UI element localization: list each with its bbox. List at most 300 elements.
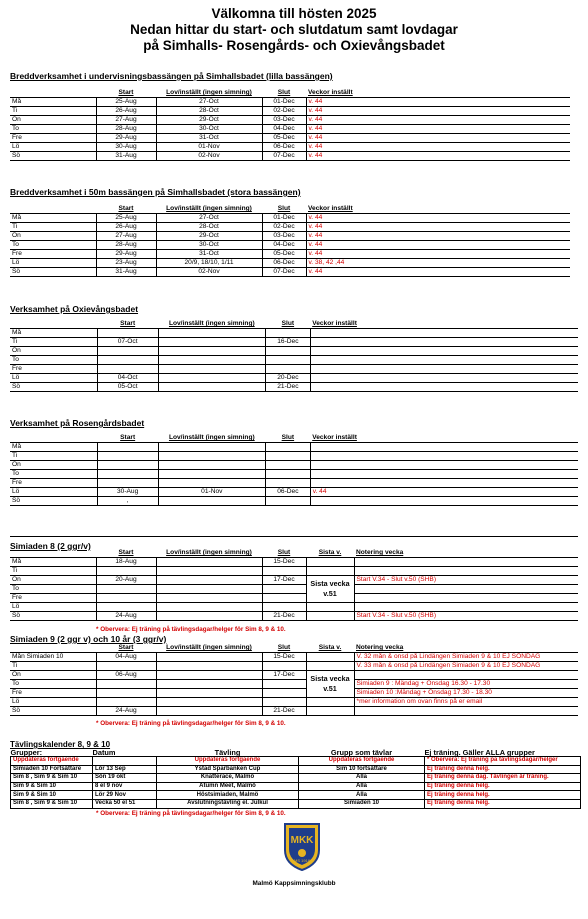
cell-lov	[156, 612, 262, 621]
cell-day: Ti	[10, 567, 96, 576]
cal-cell-grupper: Sim 9 & Sim 10	[11, 791, 93, 800]
cal-cell-ej-traning: * Obervera: Ej träning på tävlingsdagar/helger	[425, 757, 581, 766]
header-blank	[10, 320, 97, 329]
cell-day: To	[10, 680, 96, 689]
cell-slut	[266, 497, 311, 506]
cal-cell-grupper: Sim 8 , Sim 9 & Sim 10	[11, 799, 93, 808]
cell-lov: 28-Oct	[156, 223, 262, 232]
table-row	[10, 452, 578, 461]
cell-veckor: v. 44	[306, 268, 570, 277]
table-row	[10, 143, 570, 152]
header-lov: Lov/inställt (ingen simning)	[156, 205, 262, 214]
cal-cell-tavling: Knatterace, Malmö	[157, 774, 299, 783]
table-row	[10, 488, 578, 497]
header-slut: Slut	[266, 320, 311, 329]
cal-cell-datum: Lör 13 Sep	[93, 765, 157, 774]
cell-day: Lö	[10, 603, 96, 612]
club-logo	[283, 822, 321, 872]
cal-header-ej-traning: Ej träning. Gäller ALLA grupper	[425, 749, 581, 757]
table-row	[10, 268, 570, 277]
cell-sista	[306, 567, 354, 576]
cell-slut: 07-Dec	[262, 152, 306, 161]
cell-lov	[156, 603, 262, 612]
cell-start: 31-Aug	[96, 152, 156, 161]
cell-start: 27-Aug	[96, 116, 156, 125]
cell-start: 06-Aug	[96, 671, 156, 680]
cell-veckor: v. 38, 42 ,44	[306, 259, 570, 268]
cell-lov	[156, 567, 262, 576]
cell-notering	[354, 707, 578, 716]
cell-day: Må	[10, 329, 97, 338]
cell-lov: 31-Oct	[156, 250, 262, 259]
cell-sista-vecka: Sista vecka v.51	[306, 576, 354, 603]
table-row	[10, 443, 578, 452]
cell-day: To	[10, 125, 96, 134]
cell-day: Sö	[10, 268, 96, 277]
cal-cell-datum: Lör 29 Nov	[93, 791, 157, 800]
cell-veckor: v. 44	[306, 152, 570, 161]
table-row	[10, 329, 578, 338]
table-row	[10, 259, 570, 268]
cell-lov	[156, 653, 262, 662]
table-row	[10, 134, 570, 143]
cell-slut	[266, 452, 311, 461]
header-blank	[10, 205, 96, 214]
cell-slut	[262, 567, 306, 576]
note-simiaden9: * Obervera: Ej träning på tävlingsdagar/helger för Sim 8, 9 & 10.	[96, 720, 286, 727]
header-slut: Slut	[262, 89, 306, 98]
header-blank	[10, 549, 96, 558]
cell-start: 28-Aug	[96, 125, 156, 134]
cell-day: On	[10, 116, 96, 125]
cell-slut	[262, 594, 306, 603]
cell-veckor: v. 44	[306, 107, 570, 116]
cell-lov	[156, 707, 262, 716]
cell-slut: 04-Dec	[262, 125, 306, 134]
cal-row	[11, 765, 581, 774]
cell-start	[97, 329, 158, 338]
cell-day: On	[10, 461, 97, 470]
cell-slut	[262, 585, 306, 594]
cal-cell-tavling: Ystad Sparbanken Cup	[157, 765, 299, 774]
cell-start: 29-Aug	[96, 134, 156, 143]
header-sista: Sista v.	[306, 549, 354, 558]
cell-veckor	[310, 461, 578, 470]
header-notering: Notering vecka	[354, 644, 578, 653]
cal-row	[11, 791, 581, 800]
cell-notering: Start V.34 - Slut v.50 (SHB)	[354, 576, 578, 585]
cell-lov: 01-Nov	[156, 143, 262, 152]
cal-cell-grupp: Alla	[299, 791, 425, 800]
cell-lov: 30-Oct	[156, 125, 262, 134]
section-title-lilla: Breddverksamhet i undervisningsbassängen på Simhallsbadet (lilla bassängen)	[10, 71, 333, 81]
header-notering: Notering vecka	[354, 549, 578, 558]
cell-lov: 02-Nov	[156, 152, 262, 161]
cell-sista	[306, 707, 354, 716]
cell-start: 28-Aug	[96, 241, 156, 250]
cell-lov: 27-Oct	[156, 98, 262, 107]
cell-veckor: v. 44	[306, 232, 570, 241]
table-row	[10, 689, 578, 698]
cell-start: 23-Aug	[96, 259, 156, 268]
cell-slut: 03-Dec	[262, 116, 306, 125]
header-start: Start	[97, 434, 158, 443]
cal-row	[11, 774, 581, 783]
cell-notering: V. 33 mån & onsd på Lindängen Simiaden 9 & 10 EJ SÖNDAG	[354, 662, 578, 671]
cell-slut: 01-Dec	[262, 214, 306, 223]
cell-start: 24-Aug	[96, 612, 156, 621]
cell-start	[97, 461, 158, 470]
cell-slut: 06-Dec	[262, 259, 306, 268]
cell-lov	[156, 689, 262, 698]
cell-slut: 07-Dec	[262, 268, 306, 277]
cell-slut	[262, 603, 306, 612]
header-start: Start	[96, 205, 156, 214]
header-start: Start	[97, 320, 158, 329]
cell-sista	[306, 698, 354, 707]
cell-veckor	[310, 329, 578, 338]
header-lov: Lov/inställt (ingen simning)	[158, 434, 266, 443]
header-lov: Lov/inställt (ingen simning)	[156, 644, 262, 653]
header-veckor: Veckor inställt	[306, 205, 570, 214]
logo-text: MKK	[290, 835, 314, 846]
cell-lov	[156, 585, 262, 594]
cell-veckor: v. 44	[306, 241, 570, 250]
cell-lov	[156, 662, 262, 671]
cal-cell-grupper: Simiaden 10 Fortsättare	[11, 765, 93, 774]
table-oxie	[10, 320, 578, 392]
table-row	[10, 98, 570, 107]
cell-day: Fre	[10, 689, 96, 698]
cell-veckor	[310, 470, 578, 479]
cell-lov	[158, 329, 266, 338]
cell-slut: 06-Dec	[266, 488, 311, 497]
cell-start: 25-Aug	[96, 214, 156, 223]
cell-slut	[262, 698, 306, 707]
cell-start: 26-Aug	[96, 223, 156, 232]
cell-start: ,	[97, 497, 158, 506]
cell-day: Mån Simiaden 10	[10, 653, 96, 662]
cell-lov	[158, 356, 266, 365]
cell-slut: 05-Dec	[262, 134, 306, 143]
note-simiaden8: * Obervera: Ej träning på tävlingsdagar/helger för Sim 8, 9 & 10.	[96, 626, 286, 633]
title-line-3: på Simhalls- Rosengårds- och Oxievångsbadet	[143, 38, 445, 53]
table-row	[10, 585, 578, 594]
table-row	[10, 707, 578, 716]
table-row	[10, 497, 578, 506]
cell-day: Lö	[10, 698, 96, 707]
table-row	[10, 338, 578, 347]
cell-lov	[158, 383, 266, 392]
cell-slut: 05-Dec	[262, 250, 306, 259]
cell-day: Må	[10, 214, 96, 223]
cell-lov	[158, 497, 266, 506]
cell-day: To	[10, 470, 97, 479]
cell-day: Må	[10, 443, 97, 452]
header-sista: Sista v.	[306, 644, 354, 653]
table-row	[10, 214, 570, 223]
cell-veckor: v. 44	[306, 116, 570, 125]
cell-slut: 21-Dec	[262, 707, 306, 716]
cell-sista	[306, 662, 354, 671]
cell-lov: 02-Nov	[156, 268, 262, 277]
cell-slut: 04-Dec	[262, 241, 306, 250]
header-blank	[10, 434, 97, 443]
cell-start	[97, 347, 158, 356]
cell-day: Sö	[10, 383, 97, 392]
cal-cell-grupp: Simiaden 10	[299, 799, 425, 808]
cell-day: To	[10, 585, 96, 594]
cell-notering: Simiaden 10 :Mändag + Onsdag 17.30 - 18.30	[354, 689, 578, 698]
cell-day: Sö	[10, 612, 96, 621]
cell-start: 27-Aug	[96, 232, 156, 241]
table-row	[10, 365, 578, 374]
cell-lov: 29-Oct	[156, 116, 262, 125]
table-row	[10, 567, 578, 576]
cell-start: 30-Aug	[96, 143, 156, 152]
cell-start: 24-Aug	[96, 707, 156, 716]
cell-slut	[266, 365, 311, 374]
cell-slut	[262, 662, 306, 671]
header-start: Start	[96, 549, 156, 558]
cell-slut: 15-Dec	[262, 558, 306, 567]
table-row	[10, 116, 570, 125]
cell-veckor	[310, 452, 578, 461]
footer-club-name: Malmö Kappsimningsklubb	[252, 880, 336, 887]
cell-slut	[266, 356, 311, 365]
cell-veckor	[310, 443, 578, 452]
cell-day: Ti	[10, 107, 96, 116]
cal-cell-datum	[93, 757, 157, 766]
cell-day: Ti	[10, 452, 97, 461]
cell-veckor: v. 44	[306, 223, 570, 232]
cell-lov: 27-Oct	[156, 214, 262, 223]
cell-notering	[354, 594, 578, 603]
cell-veckor: v. 44	[306, 125, 570, 134]
cell-slut: 21-Dec	[266, 383, 311, 392]
section-title-simiaden8: Simiaden 8 (2 ggr/v)	[10, 541, 91, 551]
cell-day: On	[10, 671, 96, 680]
divider	[10, 536, 578, 537]
title-line-2: Nedan hittar du start- och slutdatum samt lovdagar	[130, 22, 458, 37]
header-slut: Slut	[262, 549, 306, 558]
cell-lov	[158, 347, 266, 356]
header-lov: Lov/inställt (ingen simning)	[156, 549, 262, 558]
cell-slut: 03-Dec	[262, 232, 306, 241]
cell-veckor	[310, 497, 578, 506]
table-row	[10, 232, 570, 241]
header-start: Start	[96, 89, 156, 98]
cell-day: Fre	[10, 479, 97, 488]
cell-veckor: v. 44	[306, 134, 570, 143]
cal-cell-ej-traning: Ej träning denna helg.	[425, 799, 581, 808]
cell-day: Lö	[10, 488, 97, 497]
cell-notering: Simiaden 9 : Mändag + Onsdag 16.30 - 17.30	[354, 680, 578, 689]
table-row	[10, 470, 578, 479]
cell-slut	[266, 329, 311, 338]
cell-lov	[158, 374, 266, 383]
table-row	[10, 356, 578, 365]
table-row	[10, 603, 578, 612]
cell-notering: *mer information om ovan finns på er email	[354, 698, 578, 707]
cell-lov	[156, 671, 262, 680]
table-simiaden8	[10, 549, 578, 621]
cell-day: Sö	[10, 707, 96, 716]
cal-header-tavling: Tävling	[157, 749, 299, 757]
cell-start: 26-Aug	[96, 107, 156, 116]
cal-cell-ej-traning: Ej träning denna dag. Tävlingen är träning.	[425, 774, 581, 783]
cell-slut	[262, 680, 306, 689]
cell-notering	[354, 567, 578, 576]
table-row	[10, 250, 570, 259]
header-slut: Slut	[266, 434, 311, 443]
table-simiaden9	[10, 644, 578, 716]
cell-day: Fre	[10, 250, 96, 259]
note-kalender: * Obervera: Ej träning på tävlingsdagar/helger för Sim 8, 9 & 10.	[96, 810, 286, 817]
cal-cell-grupper: Uppdateras fortgående	[11, 757, 93, 766]
cell-lov	[158, 461, 266, 470]
cell-day: Må	[10, 98, 96, 107]
cell-notering	[354, 603, 578, 612]
cal-cell-grupp: Sim 10 fortsättare	[299, 765, 425, 774]
header-veckor: Veckor inställt	[310, 320, 578, 329]
cal-row	[11, 782, 581, 791]
cell-start	[96, 567, 156, 576]
table-row	[10, 383, 578, 392]
title-line-1: Välkomna till hösten 2025	[211, 6, 377, 21]
table-row	[10, 374, 578, 383]
cal-header-grupper: Grupper:	[11, 749, 93, 757]
cell-day: Lö	[10, 143, 96, 152]
cell-slut: 17-Dec	[262, 576, 306, 585]
cell-slut	[266, 347, 311, 356]
cell-start	[97, 470, 158, 479]
cell-slut: 21-Dec	[262, 612, 306, 621]
table-kalender	[10, 749, 581, 809]
cell-start: 29-Aug	[96, 250, 156, 259]
cell-lov	[158, 443, 266, 452]
cal-cell-datum: Sön 19 okt	[93, 774, 157, 783]
cal-cell-tavling: Uppdateras fortgående	[157, 757, 299, 766]
cell-day: Lö	[10, 374, 97, 383]
cell-veckor: v. 44	[306, 98, 570, 107]
cell-lov	[158, 365, 266, 374]
table-row	[10, 671, 578, 680]
table-row	[10, 594, 578, 603]
table-row	[10, 152, 570, 161]
cell-veckor	[310, 338, 578, 347]
cal-cell-grupper: Sim 8 , Sim 9 & Sim 10	[11, 774, 93, 783]
table-lilla	[10, 89, 570, 161]
table-row	[10, 107, 570, 116]
cell-day: Fre	[10, 365, 97, 374]
cal-cell-ej-traning: Ej träning denna helg.	[425, 765, 581, 774]
cell-start	[96, 594, 156, 603]
cell-veckor	[310, 479, 578, 488]
cell-lov	[156, 698, 262, 707]
cell-lov	[156, 680, 262, 689]
cell-slut: 02-Dec	[262, 107, 306, 116]
cell-lov	[158, 338, 266, 347]
cell-sista	[306, 653, 354, 662]
cell-sista-vecka: Sista vecka v.51	[306, 671, 354, 698]
cell-veckor	[310, 356, 578, 365]
cal-cell-tavling: Atumn Meet, Malmö	[157, 782, 299, 791]
table-row	[10, 698, 578, 707]
cell-day: On	[10, 576, 96, 585]
cell-slut: 06-Dec	[262, 143, 306, 152]
section-title-stora: Breddverksamhet i 50m bassängen på Simhallsbadet (stora bassängen)	[10, 187, 301, 197]
cell-day: Lö	[10, 259, 96, 268]
cell-start	[96, 662, 156, 671]
cell-start	[97, 356, 158, 365]
cell-day: Må	[10, 558, 96, 567]
cell-start: 18-Aug	[96, 558, 156, 567]
section-title-kalender: Tävlingskalender 8, 9 & 10	[10, 740, 111, 749]
cell-day: To	[10, 356, 97, 365]
cell-sista	[306, 612, 354, 621]
cell-start	[97, 443, 158, 452]
logo-sub: MS 1918	[293, 858, 311, 863]
cell-start: 07-Oct	[97, 338, 158, 347]
table-stora	[10, 205, 570, 277]
cell-day: Ti	[10, 223, 96, 232]
cal-cell-tavling: Höstsimiaden, Malmö	[157, 791, 299, 800]
table-row	[10, 558, 578, 567]
cal-cell-tavling: Avslutningstävling el. Julkul	[157, 799, 299, 808]
table-row	[10, 241, 570, 250]
header-blank	[10, 89, 96, 98]
cell-sista	[306, 603, 354, 612]
cell-sista	[306, 558, 354, 567]
section-title-simiaden9: Simiaden 9 (2 ggr v) och 10 år (3 ggr/v)	[10, 634, 167, 644]
cell-start: 05-Oct	[97, 383, 158, 392]
cal-cell-grupp: Alla	[299, 774, 425, 783]
header-veckor: Veckor inställt	[306, 89, 570, 98]
cell-start	[96, 689, 156, 698]
cell-slut: 15-Dec	[262, 653, 306, 662]
cell-slut	[266, 443, 311, 452]
cell-notering: V. 32 mån & onsd på Lindängen Simiaden 9 & 10 EJ SÖNDAG	[354, 653, 578, 662]
header-lov: Lov/inställt (ingen simning)	[158, 320, 266, 329]
cal-cell-grupp: Alla	[299, 782, 425, 791]
cell-veckor	[310, 383, 578, 392]
header-slut: Slut	[262, 644, 306, 653]
cell-start: 31-Aug	[96, 268, 156, 277]
cell-start: 04-Oct	[97, 374, 158, 383]
cell-veckor: v. 44	[306, 143, 570, 152]
cell-start	[96, 680, 156, 689]
cell-veckor: v. 44	[306, 250, 570, 259]
cell-slut: 01-Dec	[262, 98, 306, 107]
cal-cell-grupp: Uppdateras fortgående	[299, 757, 425, 766]
cell-start	[97, 365, 158, 374]
cell-day: On	[10, 232, 96, 241]
cal-cell-ej-traning: Ej träning denna helg.	[425, 782, 581, 791]
cell-start	[96, 698, 156, 707]
cell-start: 25-Aug	[96, 98, 156, 107]
header-veckor: Veckor inställt	[310, 434, 578, 443]
cell-lov	[156, 558, 262, 567]
cell-lov: 30-Oct	[156, 241, 262, 250]
cell-start	[97, 479, 158, 488]
cell-start	[96, 603, 156, 612]
table-row	[10, 347, 578, 356]
cell-slut: 16-Dec	[266, 338, 311, 347]
cal-cell-grupper: Sim 9 & Sim 10	[11, 782, 93, 791]
cell-lov: 31-Oct	[156, 134, 262, 143]
section-title-rosengard: Verksamhet på Rosengårdsbadet	[10, 418, 145, 428]
